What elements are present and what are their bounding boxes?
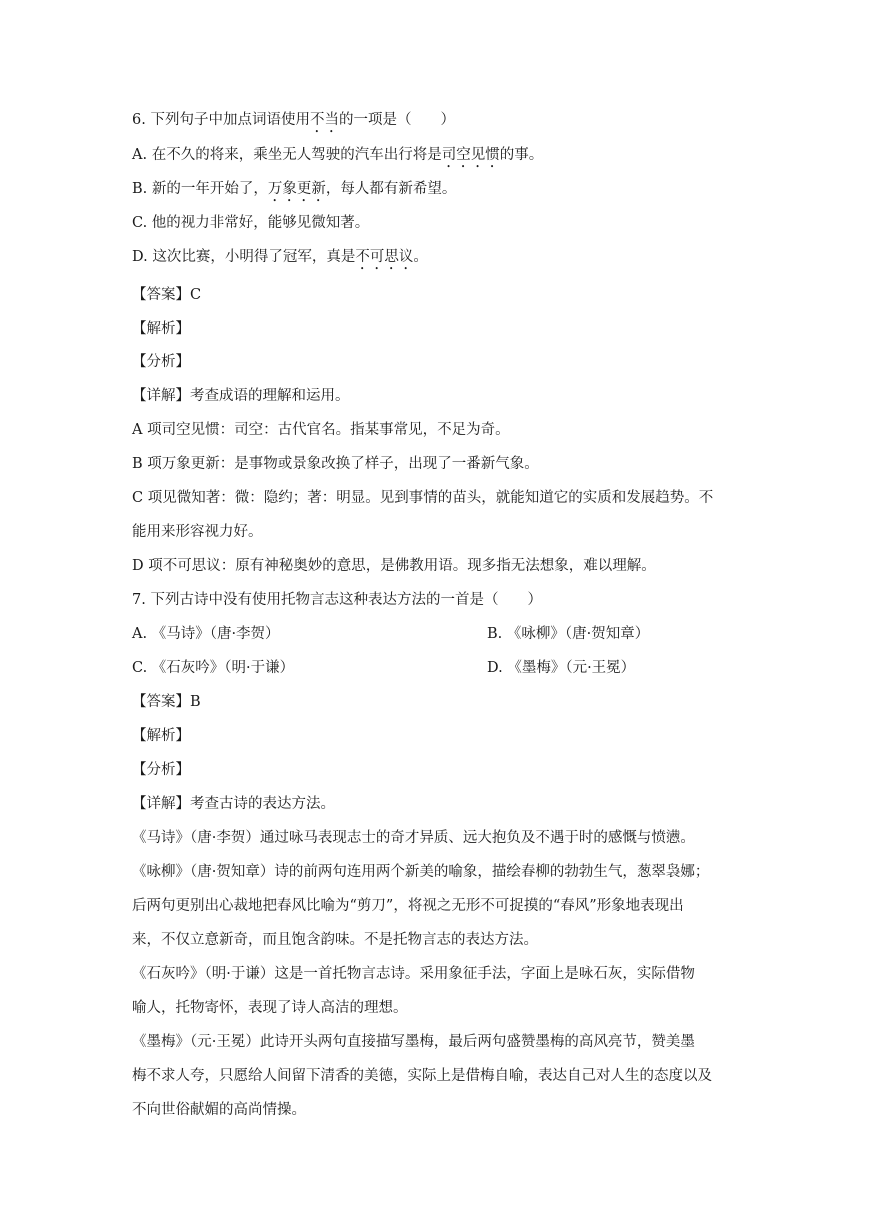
q6-d-dotted: 不可思议 [355,249,414,265]
q6-fenxi: 【分析】 [132,354,190,370]
q7-explain-momei-line1: 《墨梅》（元·王冕）此诗开头两句直接描写墨梅，最后两句盛赞墨梅的高风亮节，赞美墨 [132,1034,695,1050]
q6-d-pre: D. 这次比赛，小明得了冠军，真是 [132,249,356,265]
q6-option-c [132,213,369,233]
q6-a-post: 的事。 [499,147,544,163]
q7-jiexi: 【解析】 [132,728,190,744]
q6-b-post: ，每人都有新希望。 [325,181,457,197]
q7-option-c: C. 《石灰吟》（明·于谦） [132,660,295,676]
q7-option-d: D. 《墨梅》（元·王冕） [487,660,636,676]
q6-option-d [132,247,428,273]
q7-explain-shihui-line2: 喻人，托物寄怀，表现了诗人高洁的理想。 [132,1000,408,1016]
q6-b-dotted: 万象更新 [267,181,326,197]
q7-explain-momei-line2: 梅不求人夸，只愿给人间留下清香的美德，实际上是借梅自喻，表达自己对人生的态度以及 [132,1068,712,1084]
q6-a-pre: A. 在不久的将来，乘坐无人驾驶的汽车出行将是 [132,147,442,163]
q7-explain-yongliu-line1: 《咏柳》（唐·贺知章）诗的前两句连用两个新美的喻象，描绘春柳的勃勃生气，葱翠袅娜； [132,864,710,880]
q6-option-a [132,145,543,171]
q6-explain-c-line1: C 项见微知著：微：隐约；著：明显。见到事情的苗头，就能知道它的实质和发展趋势。不 [132,490,714,506]
q6-d-post: 。 [413,249,428,265]
q7-explain-shihui-line1: 《石灰吟》（明·于谦）这是一首托物言志诗。采用象征手法，字面上是咏石灰，实际借物 [132,966,695,982]
q6-c-post: 。 [354,215,370,231]
q7-explain-yongliu-line3: 来，不仅立意新奇，而且饱含韵味。不是托物言志的表达方法。 [132,932,538,948]
q7-explain-momei-line3: 不向世俗献媚的高尚情操。 [132,1102,306,1118]
q6-jiexi: 【解析】 [132,321,190,337]
q6-stem-post: 的一项是（ ） [338,112,455,128]
q7-stem: 7. 下列古诗中没有使用托物言志这种表达方法的一首是（ ） [132,592,542,608]
q7-option-b: B. 《咏柳》（唐·贺知章） [487,626,650,642]
q6-detail: 【详解】考查成语的理解和运用。 [132,388,350,404]
q6-a-dotted: 司空见惯 [441,147,500,163]
q7-explain-yongliu-line2: 后两句更别出心裁地把春风比喻为“剪刀”，将视之无形不可捉摸的“春风”形象地表现出 [132,898,684,914]
q7-answer: 【答案】B [132,694,201,710]
q6-answer: 【答案】C [132,287,202,303]
q7-explain-ma: 《马诗》（唐·李贺）通过咏马表现志士的奇才异质、远大抱负及不遇于时的感慨与愤懑。 [132,830,695,846]
q6-c-pre: C. 他的视力非常好，能够见 [132,215,312,231]
q6-c-word: 微知著 [311,215,355,231]
q7-detail: 【详解】考查古诗的表达方法。 [132,796,335,812]
q6-explain-b: B 项万象更新：是事物或景象改换了样子，出现了一番新气象。 [132,456,539,472]
q6-stem [132,110,455,136]
q6-b-pre: B. 新的一年开始了， [132,181,268,197]
q6-explain-c-line2: 能用来形容视力好。 [132,524,263,540]
q7-fenxi: 【分析】 [132,762,190,778]
q6-explain-a: A 项司空见惯：司空：古代官名。指某事常见，不足为奇。 [132,422,510,438]
q6-explain-d: D 项不可思议：原有神秘奥妙的意思，是佛教用语。现多指无法想象，难以理解。 [132,558,656,574]
q7-option-a: A. 《马诗》（唐·李贺） [132,626,280,642]
q6-stem-pre: 6. 下列句子中加点词语使用 [132,112,310,128]
q6-option-b [132,179,456,205]
q6-stem-dotted: 不当 [309,112,339,128]
